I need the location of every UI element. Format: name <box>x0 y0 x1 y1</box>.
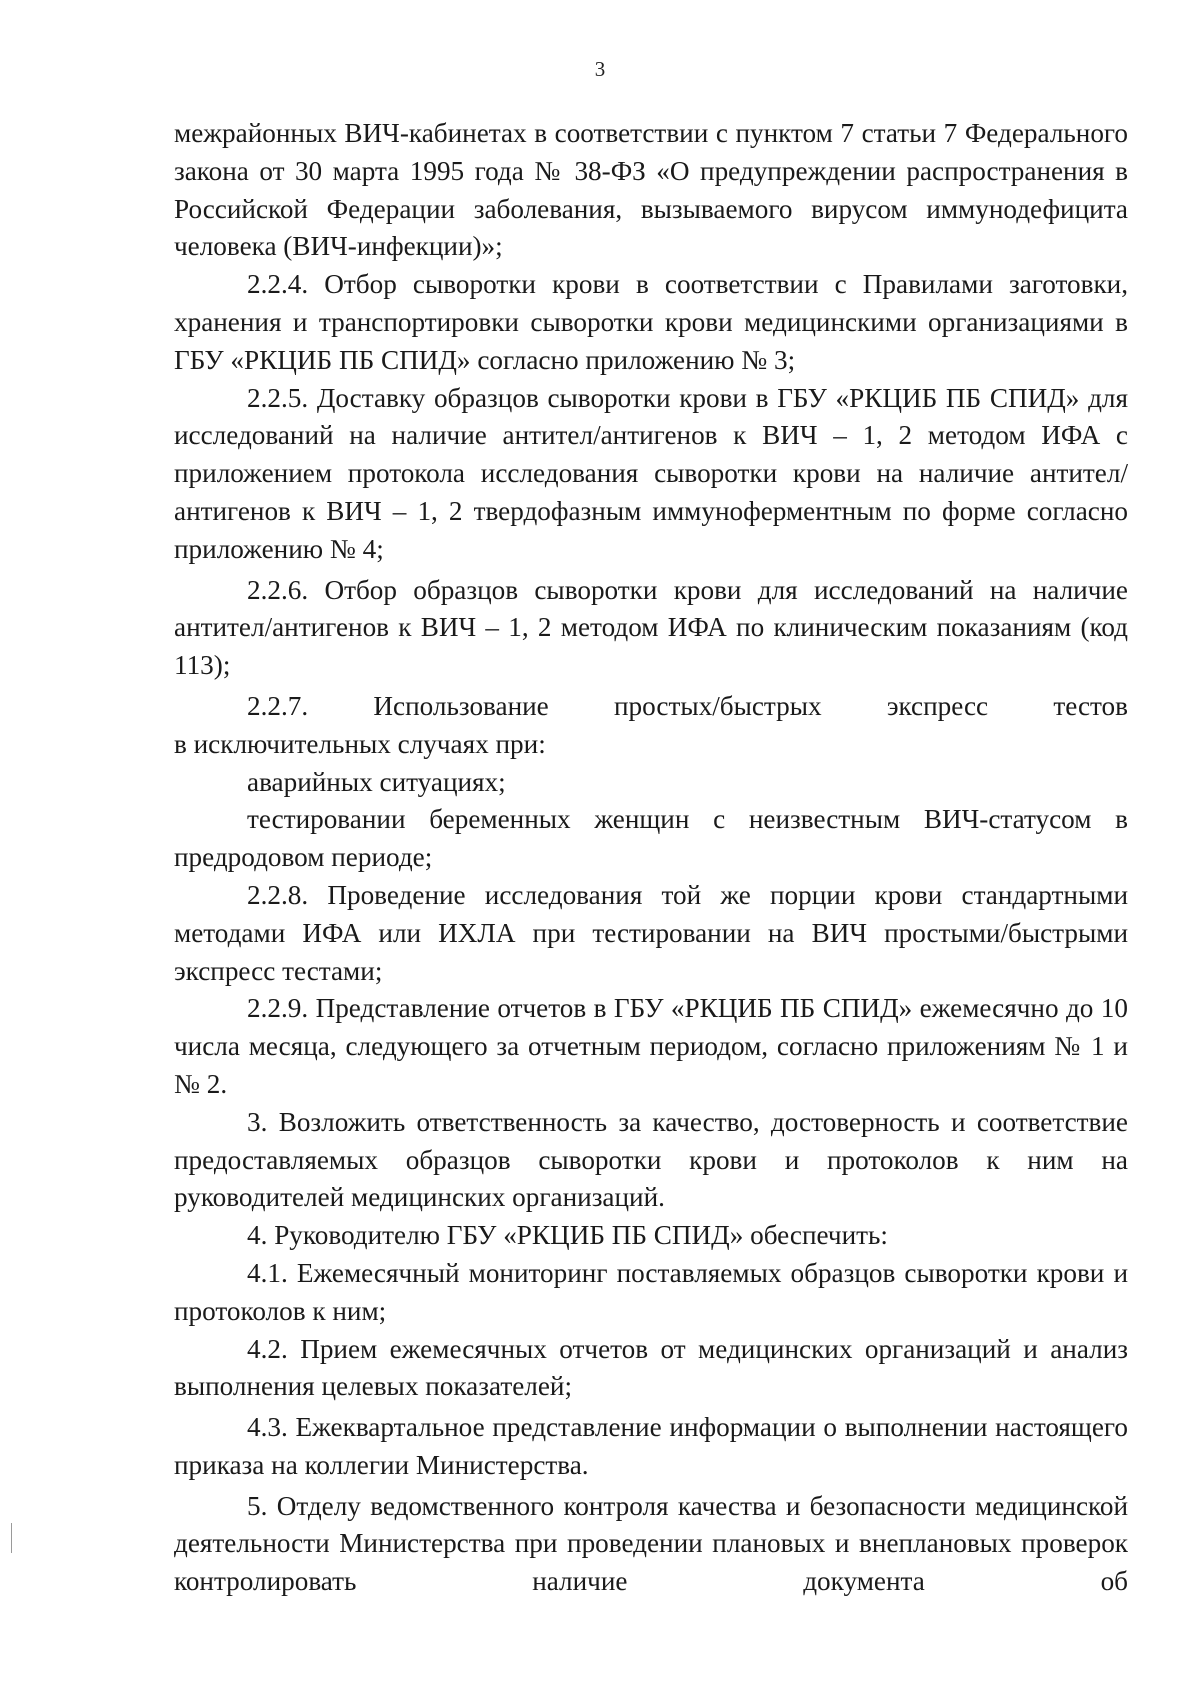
list-item-emergency: аварийных ситуациях; <box>247 766 506 797</box>
paragraph-4-3: 4.3. Ежеквартальное представление информации о выполнении настоящего приказа на коллегии Министерства. <box>174 1412 1128 1480</box>
paragraph-2-2-9: 2.2.9. Представление отчетов в ГБУ «РКЦИБ ПБ СПИД» ежемесячно до 10 числа месяца, следующего за отчетным периодом, согласно приложениям № 1 и № 2. <box>174 993 1128 1099</box>
paragraph-2-2-7: 2.2.7. Использование простых/быстрых экспресс тестов <box>247 690 1128 721</box>
paragraph-2-2-8: 2.2.8. Проведение исследования той же порции крови стандартными методами ИФА или ИХЛА при тестировании на ВИЧ простыми/быстрыми экспресс тестами; <box>174 879 1128 986</box>
paragraph-3: 3. Возложить ответственность за качество, достоверность и соответствие предоставляемых образцов сыворотки крови и протоколов к ним на руководителей медицинских организаций. <box>174 1106 1128 1213</box>
paragraph-4: 4. Руководителю ГБУ «РКЦИБ ПБ СПИД» обеспечить: <box>247 1220 888 1251</box>
scan-margin-mark <box>11 1523 12 1553</box>
list-item-pregnant-testing: тестировании беременных женщин с неизвестным ВИЧ-статусом в предродовом периоде; <box>174 804 1128 873</box>
paragraph-2-2-5: 2.2.5. Доставку образцов сыворотки крови в ГБУ «РКЦИБ ПБ СПИД» для исследований на наличие антител/антигенов к ВИЧ – 1, 2 методом ИФА с приложением протокола исследования сыворотки крови на наличие антител/антигенов к ВИЧ – 1, 2 твердофазным иммуноферментным по форме согласно приложению № 4; <box>174 382 1128 564</box>
paragraph-2-2-7-continuation: в исключительных случаях при: <box>174 728 546 759</box>
paragraph-4-2: 4.2. Прием ежемесячных отчетов от медицинских организаций и анализ выполнения целевых показателей; <box>174 1333 1128 1402</box>
paragraph-2-2-6: 2.2.6. Отбор образцов сыворотки крови для исследований на наличие антител/антигенов к ВИЧ – 1, 2 методом ИФА по клиническим показаниям (код 113); <box>174 574 1128 681</box>
page-number: 3 <box>594 57 606 81</box>
paragraph-continuation: межрайонных ВИЧ-кабинетах в соответствии с пунктом 7 статьи 7 Федерального закона от 30 марта 1995 года № 38-ФЗ «О предупреждении распространения в Российской Федерации заболевания, вызываемого вирусом иммунодефицита человека (ВИЧ-инфекции)»; <box>174 118 1128 262</box>
paragraph-5: 5. Отделу ведомственного контроля качества и безопасности медицинской деятельности Министерства при проведении плановых и внеплановых проверок контролировать наличие документа об <box>174 1490 1128 1597</box>
paragraph-2-2-4: 2.2.4. Отбор сыворотки крови в соответствии с Правилами заготовки, хранения и транспортировки сыворотки крови медицинскими организациями в ГБУ «РКЦИБ ПБ СПИД» согласно приложению № 3; <box>174 269 1128 375</box>
document-body <box>174 115 1128 1601</box>
paragraph-4-1: 4.1. Ежемесячный мониторинг поставляемых образцов сыворотки крови и протоколов к ним; <box>174 1257 1128 1326</box>
